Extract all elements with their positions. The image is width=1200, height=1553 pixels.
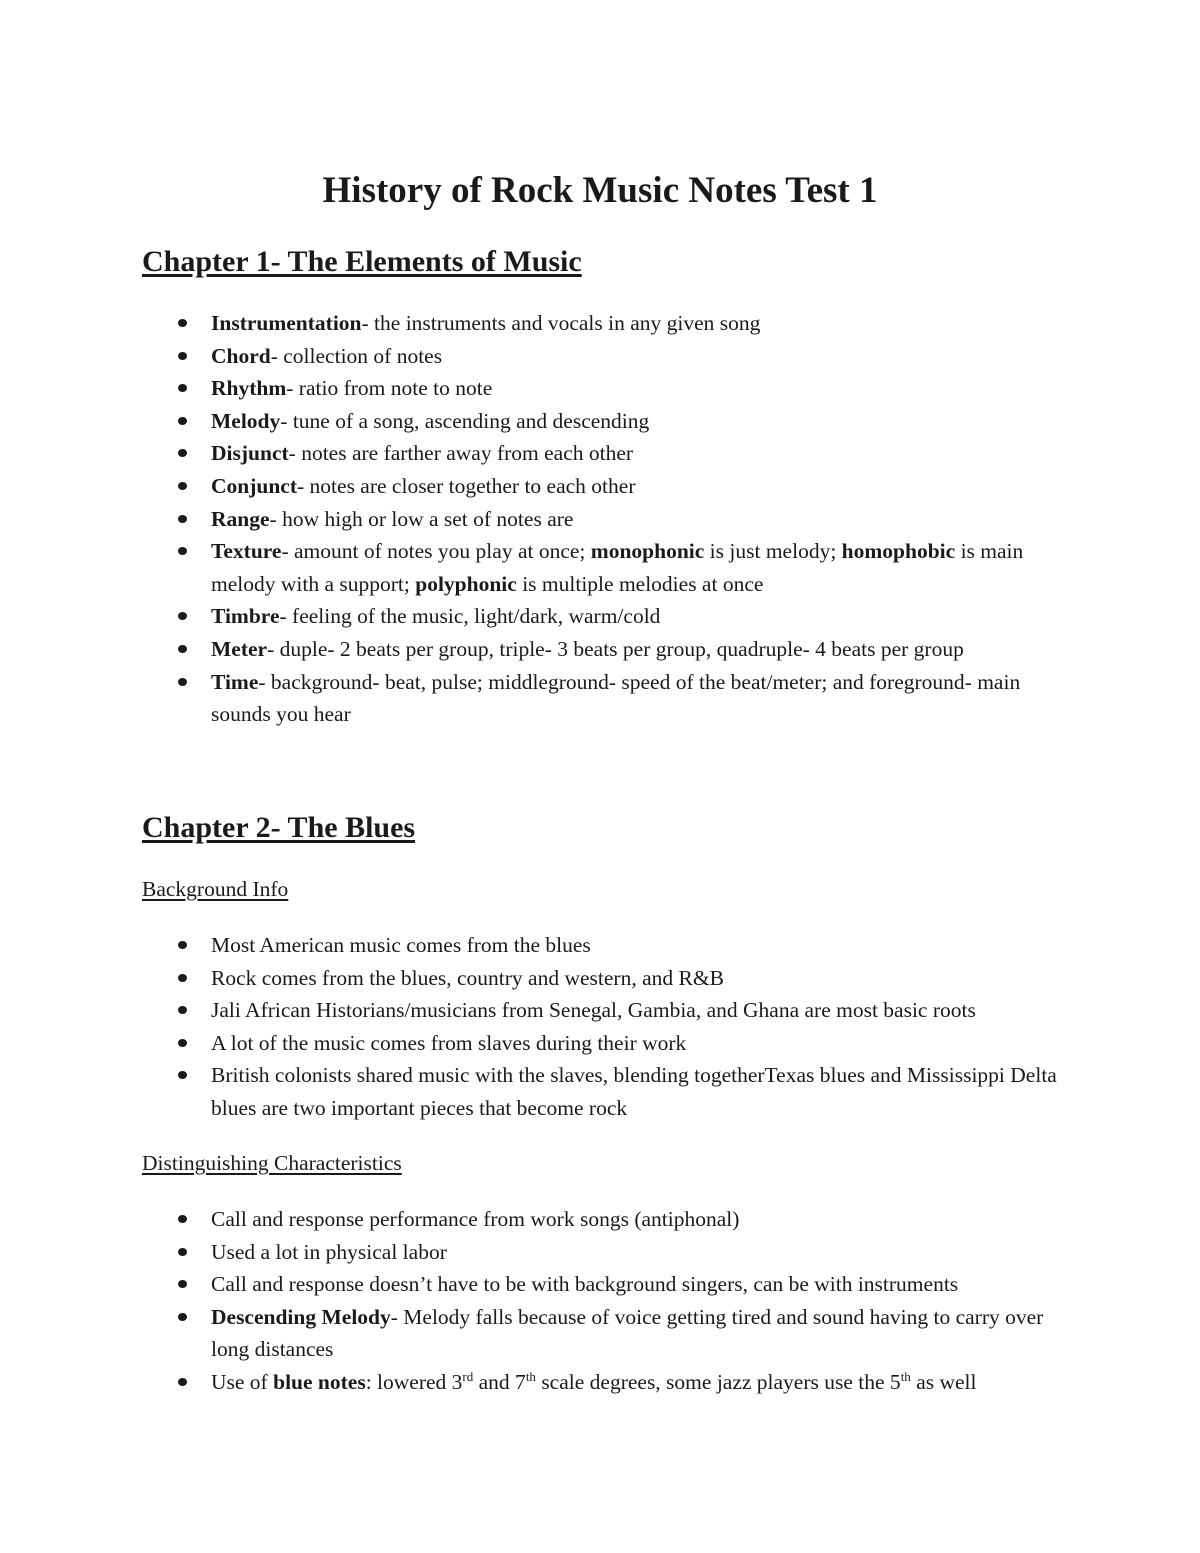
list-item — [0, 372, 1071, 405]
list-item — [0, 600, 1071, 633]
list-item — [0, 666, 1071, 731]
bullet-icon — [178, 449, 187, 457]
term: Chord — [211, 343, 271, 368]
bullet-icon — [178, 645, 187, 653]
bullet-icon — [178, 678, 187, 686]
list-item — [0, 1236, 1071, 1269]
definition: - feeling of the music, light/dark, warm/cold — [279, 604, 661, 629]
definition: - background- beat, pulse; middleground- speed of the beat/meter; and foreground- main sounds you hear — [211, 669, 1021, 727]
term: Melody — [211, 408, 281, 433]
list-item — [0, 1027, 1071, 1060]
bullet-icon — [178, 1248, 187, 1256]
bullet-icon — [178, 1280, 187, 1288]
term: monophonic — [590, 539, 705, 564]
item-text: scale degrees, some jazz players use the 5 — [535, 1369, 901, 1394]
list-item — [0, 994, 1071, 1027]
item-text: Most American music comes from the blues — [211, 933, 591, 957]
definition: - tune of a song, ascending and descending — [280, 408, 650, 433]
definition: is main melody with a support; — [211, 539, 1024, 596]
document-title: History of Rock Music Notes Test 1 — [322, 170, 878, 211]
chapter-1-heading: Chapter 1- The Elements of Music — [142, 245, 582, 278]
item-text: Used a lot in physical labor — [211, 1239, 447, 1264]
term: Meter — [211, 636, 268, 661]
bullet-icon — [178, 482, 187, 490]
term: Instrumentation — [211, 311, 362, 335]
term: Time — [211, 669, 259, 694]
item-text: Call and response performance from work songs (antiphonal) — [211, 1207, 740, 1231]
term: Timbre — [211, 604, 280, 629]
bullet-icon — [178, 384, 187, 392]
term: Range — [211, 506, 270, 531]
item-text: Rock comes from the blues, country and western, and R&B — [211, 965, 724, 990]
item-text: British colonists shared music with the slaves, blending togetherTexas blues and Mississippi Delta blues are two important pieces that become rock — [211, 1063, 1057, 1120]
list-item — [0, 1059, 1071, 1124]
list-item — [0, 470, 1071, 503]
bullet-icon — [178, 352, 187, 360]
superscript: rd — [462, 1368, 474, 1384]
superscript: th — [900, 1368, 911, 1384]
term: homophobic — [841, 539, 956, 564]
definition: - notes are closer together to each other — [297, 473, 636, 498]
term: Disjunct — [211, 441, 289, 466]
item-text: : lowered 3 — [365, 1369, 463, 1394]
chapter-2-heading: Chapter 2- The Blues — [142, 811, 416, 844]
bullet-icon — [178, 547, 187, 555]
definition: is multiple melodies at once — [516, 571, 764, 596]
distinguishing-characteristics-subheading: Distinguishing Characteristics — [142, 1151, 402, 1175]
list-item — [0, 503, 1071, 536]
item-text: Use of — [211, 1369, 274, 1394]
item-text: as well — [910, 1369, 977, 1394]
definition: - how high or low a set of notes are — [269, 506, 574, 531]
list-item — [0, 1301, 1071, 1366]
term: blue notes — [273, 1369, 366, 1394]
list-item — [0, 1268, 1071, 1301]
item-text: A lot of the music comes from slaves during their work — [211, 1030, 687, 1055]
list-item — [0, 307, 1071, 340]
bullet-icon — [178, 1313, 187, 1321]
list-item — [0, 962, 1071, 995]
definition: - the instruments and vocals in any given song — [361, 311, 761, 335]
term: Conjunct — [211, 473, 298, 498]
item-text: and 7 — [473, 1369, 526, 1394]
background-info-subheading: Background Info — [142, 877, 289, 901]
chapter-1-list — [0, 307, 1071, 731]
bullet-icon — [178, 515, 187, 523]
characteristics-list — [0, 1203, 1071, 1399]
bullet-icon — [178, 319, 187, 327]
bullet-icon — [178, 1039, 187, 1047]
definition: - ratio from note to note — [286, 376, 493, 401]
term: Descending Melody — [211, 1304, 391, 1329]
term: Rhythm — [211, 376, 287, 401]
list-item — [0, 929, 1071, 962]
list-item — [0, 340, 1071, 373]
bullet-icon — [178, 1071, 187, 1079]
definition: - duple- 2 beats per group, triple- 3 beats per group, quadruple- 4 beats per group — [267, 636, 964, 661]
definition: - notes are farther away from each other — [288, 441, 634, 466]
superscript: th — [525, 1368, 536, 1384]
background-info-list — [0, 929, 1071, 1125]
term: polyphonic — [415, 571, 517, 596]
item-text: Jali African Historians/musicians from Senegal, Gambia, and Ghana are most basic roots — [211, 998, 976, 1023]
definition: - amount of notes you play at once; — [281, 539, 591, 564]
bullet-icon — [178, 941, 187, 949]
bullet-icon — [178, 1006, 187, 1014]
list-item — [0, 1203, 1071, 1236]
bullet-icon — [178, 974, 187, 982]
list-item — [0, 437, 1071, 470]
definition: - collection of notes — [270, 343, 443, 368]
term: Texture — [211, 539, 282, 564]
list-item — [0, 535, 1071, 600]
bullet-icon — [178, 1378, 187, 1386]
definition: - Melody falls because of voice getting tired and sound having to carry over long distances — [211, 1304, 1044, 1362]
bullet-icon — [178, 612, 187, 620]
list-item — [0, 633, 1071, 666]
list-item — [0, 1366, 1071, 1399]
list-item — [0, 405, 1071, 438]
bullet-icon — [178, 1215, 187, 1223]
bullet-icon — [178, 417, 187, 425]
definition: is just melody; — [704, 539, 842, 564]
item-text: Call and response doesn’t have to be with background singers, can be with instruments — [211, 1272, 959, 1297]
